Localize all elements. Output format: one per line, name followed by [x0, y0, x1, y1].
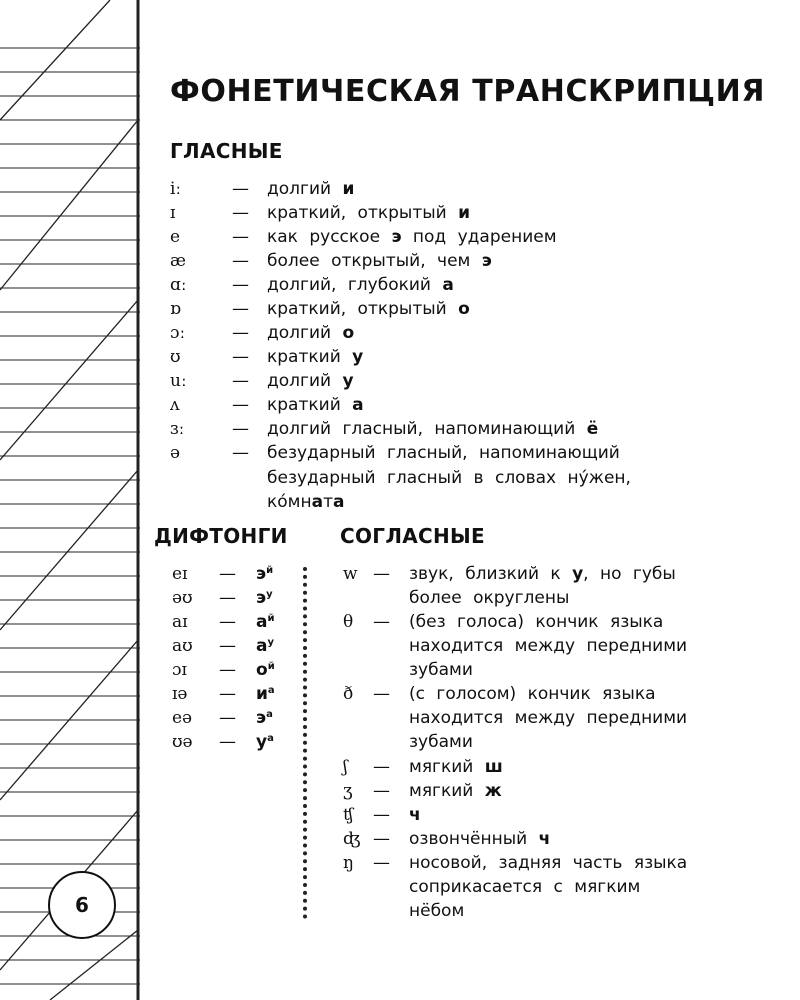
vowel-symbol: ɒ — [170, 299, 181, 319]
consonant-description: звук, близкий к у, но губы — [409, 564, 676, 584]
page-title: ФОНЕТИЧЕСКАЯ ТРАНСКРИПЦИЯ — [170, 74, 766, 109]
diphthong-symbol: ʊə — [172, 732, 193, 752]
vowel-example-line: безударный гласный в словах ну́жен, — [267, 468, 631, 488]
vowel-example-word: ко́мната — [267, 492, 345, 512]
dash: — — [232, 323, 249, 343]
dash: — — [373, 781, 390, 801]
dash: — — [219, 612, 236, 632]
diphthong-sound: $э^а$ — [256, 708, 273, 728]
diphthong-sound: $э^у$ — [256, 588, 273, 608]
dash: — — [373, 684, 390, 704]
vowel-description: как русское э под ударением — [267, 227, 557, 247]
dash: — — [373, 612, 390, 632]
vowels-heading: ГЛАСНЫЕ — [170, 139, 283, 163]
consonant-description: зубами — [409, 660, 473, 680]
vowel-symbol: ɑː — [170, 275, 187, 295]
dash: — — [232, 371, 249, 391]
dash: — — [232, 419, 249, 439]
diphthong-symbol: aɪ — [172, 612, 188, 632]
dash: — — [373, 829, 390, 849]
diphthong-symbol: eɪ — [172, 564, 188, 584]
vowel-symbol: ə — [170, 443, 181, 463]
diphthong-symbol: aʊ — [172, 636, 193, 656]
page-number: 6 — [48, 871, 116, 939]
vowel-description: более открытый, чем э — [267, 251, 492, 271]
consonant-description: находится между передними — [409, 708, 688, 728]
consonant-symbol: ʃ — [343, 757, 348, 777]
consonant-symbol: ʧ — [343, 805, 354, 825]
dash: — — [219, 660, 236, 680]
diphthong-sound: $э^й$ — [256, 564, 274, 584]
dash: — — [219, 732, 236, 752]
consonant-description: мягкий ж — [409, 781, 502, 801]
diphthong-symbol: əʊ — [172, 588, 193, 608]
dash: — — [219, 636, 236, 656]
consonant-symbol: ŋ — [343, 853, 354, 873]
vowel-description: краткий, открытый и — [267, 203, 471, 223]
vowel-description: долгий, глубокий а — [267, 275, 454, 295]
consonant-symbol: ʤ — [343, 829, 361, 849]
dash: — — [232, 299, 249, 319]
dash: — — [232, 251, 249, 271]
dash: — — [219, 684, 236, 704]
vowel-description: краткий у — [267, 347, 364, 367]
consonant-symbol: θ — [343, 612, 354, 632]
consonant-description: (с голосом) кончик языка — [409, 684, 656, 704]
vowel-symbol: ɜː — [170, 419, 185, 439]
dash: — — [232, 203, 249, 223]
consonant-description: (без голоса) кончик языка — [409, 612, 664, 632]
dash: — — [219, 564, 236, 584]
vowel-symbol: ɔː — [170, 323, 186, 343]
consonant-description: ч — [409, 805, 421, 825]
vowel-symbol: ɪ — [170, 203, 176, 223]
vowel-description: краткий а — [267, 395, 364, 415]
diphthong-sound: $а^у$ — [256, 636, 275, 656]
dash: — — [373, 757, 390, 777]
consonant-description: мягкий ш — [409, 757, 503, 777]
margin-line — [50, 930, 138, 1000]
consonant-description: носовой, задняя часть языка — [409, 853, 688, 873]
margin-decoration — [0, 0, 140, 1000]
diphthong-sound: $и^а$ — [256, 684, 275, 704]
consonants-heading: СОГЛАСНЫЕ — [340, 524, 486, 548]
dash: — — [373, 564, 390, 584]
diphthong-sound: $а^й$ — [256, 612, 275, 632]
vowel-symbol: ʊ — [170, 347, 181, 367]
vowel-symbol: æ — [170, 251, 186, 271]
diphthong-symbol: eə — [172, 708, 193, 728]
dash: — — [232, 179, 249, 199]
dash: — — [232, 275, 249, 295]
diphthong-symbol: ɔɪ — [172, 660, 187, 680]
vowel-description: долгий у — [267, 371, 354, 391]
dash: — — [373, 853, 390, 873]
dash: — — [232, 227, 249, 247]
vowel-symbol: uː — [170, 371, 187, 391]
dash: — — [232, 395, 249, 415]
margin-line — [0, 470, 138, 630]
consonant-description: озвончённый ч — [409, 829, 551, 849]
margin-line — [0, 0, 110, 120]
margin-line — [0, 300, 138, 460]
vowel-description: краткий, открытый о — [267, 299, 470, 319]
consonant-description: находится между передними — [409, 636, 688, 656]
consonant-description: зубами — [409, 732, 473, 752]
vowel-description: долгий о — [267, 323, 355, 343]
vowel-symbol: iː — [170, 179, 182, 199]
consonant-symbol: ʒ — [343, 781, 353, 801]
vowel-description: долгий и — [267, 179, 355, 199]
dash: — — [232, 347, 249, 367]
vowel-description: долгий гласный, напоминающий ё — [267, 419, 599, 439]
consonant-description: соприкасается с мягким — [409, 877, 641, 897]
column-divider — [303, 567, 307, 919]
consonant-description: более округлены — [409, 588, 570, 608]
vowel-symbol: e — [170, 227, 181, 247]
consonant-symbol: w — [343, 564, 358, 584]
diphthong-symbol: ɪə — [172, 684, 188, 704]
diphthong-sound: $о^й$ — [256, 660, 275, 680]
diphthong-sound: $у^а$ — [256, 732, 274, 752]
consonant-description: нёбом — [409, 901, 465, 921]
vowel-description: безударный гласный, напоминающий — [267, 443, 620, 463]
consonant-symbol: ð — [343, 684, 354, 704]
dash: — — [219, 588, 236, 608]
diphthongs-heading: ДИФТОНГИ — [154, 524, 288, 548]
dash: — — [219, 708, 236, 728]
vowel-symbol: ʌ — [170, 395, 180, 415]
dash: — — [373, 805, 390, 825]
dash: — — [232, 443, 249, 463]
